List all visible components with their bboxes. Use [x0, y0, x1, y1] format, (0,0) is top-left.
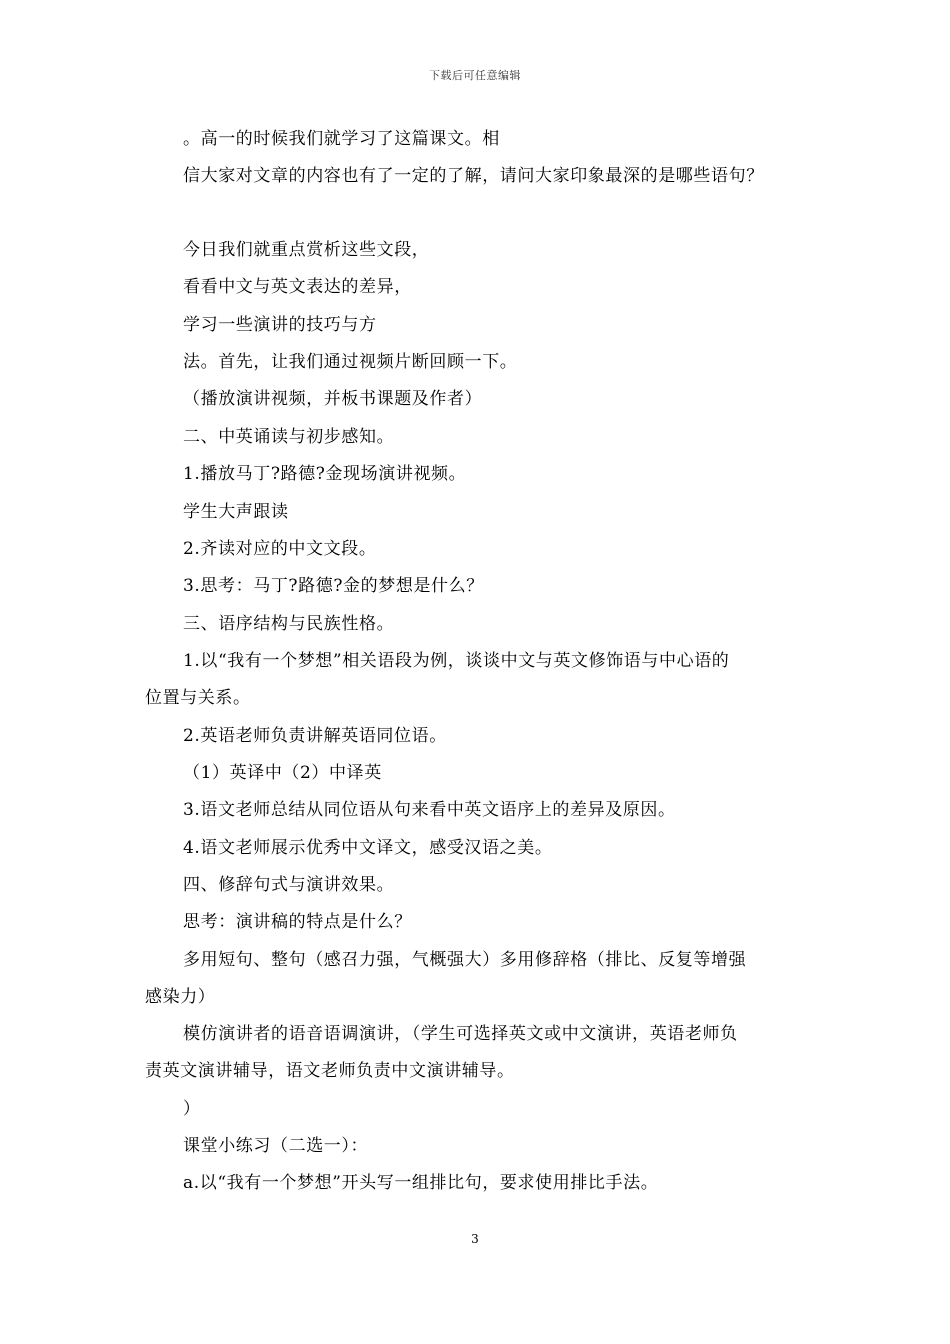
paragraph-line: 3.语文老师总结从同位语从句来看中英文语序上的差异及原因。	[183, 800, 676, 820]
paragraph-line: 3.思考：马丁?路德?金的梦想是什么？	[183, 576, 484, 596]
paragraph-line: 学生大声跟读	[183, 502, 289, 522]
paragraph-line: a.以“我有一个梦想”开头写一组排比句，要求使用排比手法。	[183, 1173, 659, 1193]
page-header: 下载后可任意编辑	[429, 69, 521, 82]
paragraph-line: 责英文演讲辅导，语文老师负责中文演讲辅导。	[145, 1061, 515, 1081]
paragraph-line: 思考：演讲稿的特点是什么？	[183, 912, 412, 932]
paragraph-line: 位置与关系。	[145, 688, 251, 708]
paragraph-line: （1）英译中（2）中译英	[183, 763, 382, 783]
paragraph-line: 课堂小练习（二选一）：	[183, 1136, 369, 1156]
paragraph-line: ）	[183, 1099, 201, 1119]
section-heading: 二、中英诵读与初步感知。	[183, 427, 395, 447]
page-number: 3	[471, 1232, 479, 1246]
paragraph-line: 多用短句、整句（感召力强，气概强大）多用修辞格（排比、反复等增强	[183, 950, 747, 970]
paragraph-line: 。高一的时候我们就学习了这篇课文。相	[183, 129, 500, 149]
paragraph-line: 2.英语老师负责讲解英语同位语。	[183, 726, 447, 746]
paragraph-line: 法。首先，让我们通过视频片断回顾一下。	[183, 352, 518, 372]
paragraph-line: 4.语文老师展示优秀中文译文，感受汉语之美。	[183, 838, 553, 858]
paragraph-line: 今日我们就重点赏析这些文段，	[183, 240, 430, 260]
paragraph-line: 1.播放马丁?路德?金现场演讲视频。	[183, 464, 467, 484]
paragraph-line: （播放演讲视频，并板书课题及作者）	[183, 389, 483, 409]
paragraph-line: 1.以“我有一个梦想”相关语段为例，谈谈中文与英文修饰语与中心语的	[183, 651, 730, 671]
section-heading: 四、修辞句式与演讲效果。	[183, 875, 395, 895]
paragraph-line: 信大家对文章的内容也有了一定的了解，请问大家印象最深的是哪些语句？	[183, 166, 764, 186]
paragraph-line: 看看中文与英文表达的差异，	[183, 277, 412, 297]
paragraph-line: 感染力）	[145, 987, 216, 1007]
paragraph-line: 学习一些演讲的技巧与方	[183, 315, 377, 335]
section-heading: 三、语序结构与民族性格。	[183, 614, 395, 634]
paragraph-line: 2.齐读对应的中文文段。	[183, 539, 377, 559]
paragraph-line: 模仿演讲者的语音语调演讲，（学生可选择英文或中文演讲，英语老师负	[183, 1024, 738, 1044]
